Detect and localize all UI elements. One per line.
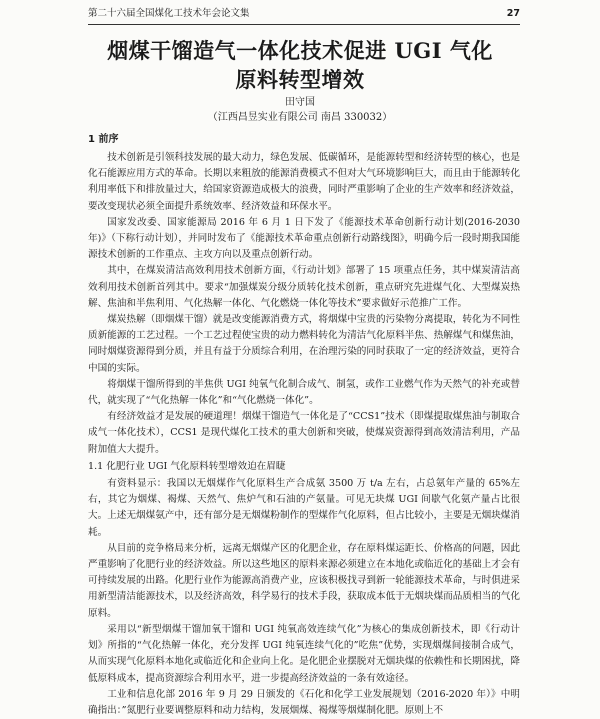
paragraph: 有资料显示：我国以无烟煤作气化原料生产合成氨 3500 万 t/a 左右，占总氨年产量的 65%左右，其它为烟煤、褐煤、天然气、焦炉气和石油的产氨量。可见无块煤 UGI 间歇气化氨产量占比很大。上述无烟煤氨产中，还有部分是无烟煤粉制作的型煤作气化原料，但占比较小，主要是无烟块煤消耗。 <box>88 478 520 538</box>
paragraph: 将烟煤干馏所得到的半焦供 UGI 纯氧气化制合成气、制氢，或作工业燃气作为天然气的补充或替代，就实现了“气化热解一体化”和“气化燃烧一体化”。 <box>88 378 520 407</box>
title-line-2: 原料转型增效 <box>235 67 365 92</box>
conference-name: 第二十六届全国煤化工技术年会论文集 <box>88 8 250 19</box>
title-line-1: 烟煤干馏造气一体化技术促进 UGI 气化 <box>107 38 493 63</box>
author-name: 田守国 <box>285 97 315 108</box>
page-number: 27 <box>506 8 520 19</box>
subsection-heading: 1.1 化肥行业 UGI 气化原料转型增效迫在眉睫 <box>88 460 286 472</box>
section-heading-preface: 1 前序 <box>88 134 119 145</box>
paragraph: 采用以“新型烟煤干馏加氧干馏和 UGI 纯氧高效连续气化”为核心的集成创新技术，即《行动计划》所指的“气化热解一体化，充分发挥 UGI 纯氧连续气化的”吃焦”优势，实现烟煤间接制合成气，从而实现气化原料本地化或临近化和企业向上化。是化肥企业摆脱对无烟块煤的依赖性和长期困扰，降低原料成本，提高资源综合利用水平，进一步提高经济效益的一条有效途径。 <box>88 623 520 684</box>
paragraph: 国家发改委、国家能源局 2016 年 6 月 1 日下发了《能源技术革命创新行动计划(2016-2030 年)》（下称行动计划），并同时发布了《能源技术革命重点创新行动路线图》，明确今后一段时期我国能源技术创新的工作重点、主攻方向以及重点创新行动。 <box>88 216 520 261</box>
author-affiliation: （江西昌昱实业有限公司 南昌 330032） <box>207 112 393 123</box>
paragraph: 技术创新是引领科技发展的最大动力，绿色发展、低碳循环，是能源转型和经济转型的核心，也是化石能源应用方式的革命。长期以来粗放的能源消费模式不但对大气环境影响巨大，而且由于能源转化利用率低下和排放量过大，给国家资源造成极大的浪费，同时严重影响了企业的生产效率和经济效益，要改变现状必须全面提升系统效率、经济效益和环保水平。 <box>88 152 520 212</box>
paragraph: 有经济效益才是发展的硬道理！烟煤干馏造气一体化是了“CCS1”技术（即煤提取煤焦油与制取合成气一体化技术），CCS1 是现代煤化工技术的重大创新和突破，使煤炭资源得到高效清洁利用，产品附加值大大提升。 <box>88 411 520 455</box>
paragraph: 从目前的竞争格局来分析，远离无烟煤产区的化肥企业，存在原料煤运距长、价格高的问题，因此严重影响了化肥行业的经济效益。所以这些地区的原料来源必须建立在本地化或临近化的基础上才会有可持续发展的出路。化肥行业作为能源高消费产业，应该积极找寻到新一轮能源技术革命，与时俱进采用新型清洁能源技术，以及经济高效，科学易行的技术手段，获取成本低于无烟块煤而品质相当的气化原料。 <box>88 542 520 619</box>
paragraph: 煤炭热解（即烟煤干馏）就是改变能源消费方式，将烟煤中宝贵的污染物分离提取，转化为不同性质新能源的工艺过程。一个工艺过程使宝贵的动力燃料转化为清洁气化原料半焦、热解煤气和煤焦油，同时烟煤资源得到分质，并且有益于分质综合利用，在治理污染的同时获取了一定的经济效益，更符合中国的实际。 <box>88 314 520 374</box>
running-header <box>88 6 520 25</box>
body-text <box>88 150 520 716</box>
paragraph: 其中，在煤炭清洁高效利用技术创新方面，《行动计划》部署了 15 项重点任务，其中煤炭清洁高效利用技术创新首列其中。要求“加强煤炭分级分质转化技术创新，重点研究先进煤气化、大型煤炭热解、焦油和半焦利用、气化热解一体化、气化燃烧一体化等技术”要求做好示范推广工作。 <box>88 265 520 309</box>
paper-title <box>80 36 520 94</box>
paragraph: 工业和信息化部 2016 年 9 月 29 日颁发的《石化和化学工业发展规划（2016-2020 年）》中明确指出：”氮肥行业要调整原料和动力结构，发展烟煤、褐煤等烟煤制化肥。原则上不 <box>88 688 520 716</box>
